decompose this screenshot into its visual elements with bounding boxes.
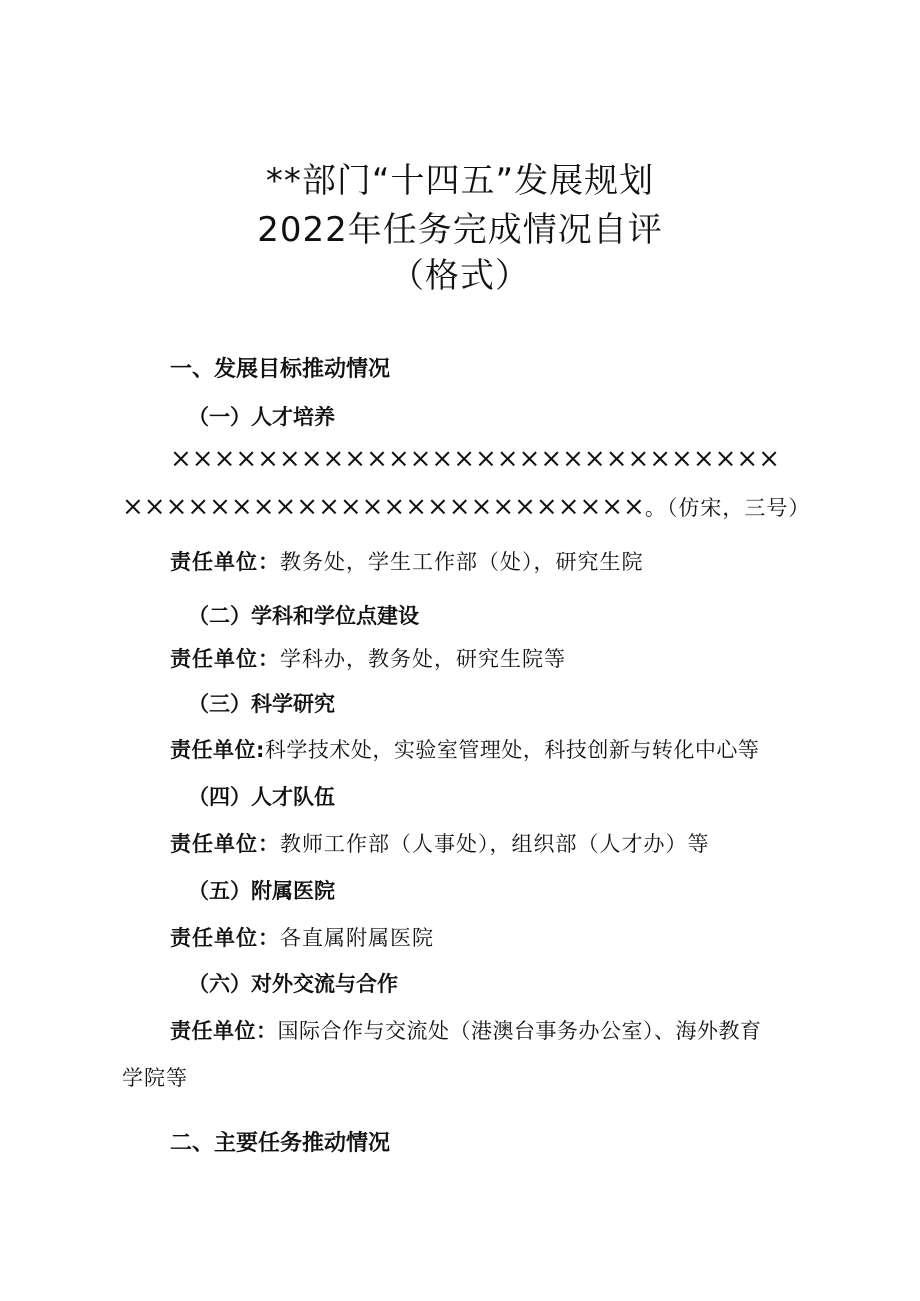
responsible-value: 各直属附属医院	[280, 926, 434, 950]
responsible-label: 责任单位:	[170, 738, 265, 762]
format-note: 。（仿宋，三号）	[644, 496, 811, 520]
responsible-value: 教师工作部（人事处），组织部（人才办）等	[280, 832, 710, 856]
responsible-units-5	[170, 922, 434, 952]
placeholder-text-line-2	[122, 492, 810, 522]
doc-title-line-1: **部门“十四五”发展规划	[265, 161, 655, 201]
doc-title-line-2: 2022年任务完成情况自评	[257, 210, 663, 250]
placeholder-text-line-1: ××××××××××××××××××××××××××××	[170, 444, 780, 474]
responsible-value: 国际合作与交流处（港澳台事务办公室）、海外教育	[277, 1019, 762, 1043]
responsible-label: 责任单位：	[170, 926, 280, 950]
responsible-value: 科学技术处，实验室管理处，科技创新与转化中心等	[264, 738, 760, 762]
responsible-value: 教务处，学生工作部（处），研究生院	[280, 550, 644, 574]
subsection-2-heading: （二）学科和学位点建设	[188, 604, 419, 628]
responsible-units-4	[170, 828, 710, 858]
responsible-label: 责任单位：	[170, 1019, 278, 1043]
section-2-heading: 二、主要任务推动情况	[170, 1131, 391, 1156]
subsection-1-heading: （一）人才培养	[188, 405, 335, 429]
responsible-units-2	[170, 643, 566, 673]
subsection-6-heading: （六）对外交流与合作	[188, 972, 398, 996]
responsible-value: 学科办，教务处，研究生院等	[280, 647, 566, 671]
section-1-heading: 一、发展目标推动情况	[170, 357, 391, 382]
responsible-units-1	[170, 546, 644, 576]
placeholder-crosses: ××××××××××××××××××××××××	[122, 492, 645, 522]
responsible-units-3	[170, 734, 759, 764]
responsible-label: 责任单位：	[170, 832, 280, 856]
responsible-label: 责任单位：	[170, 550, 280, 574]
responsible-label: 责任单位：	[170, 647, 280, 671]
responsible-units-6	[170, 1015, 762, 1045]
subsection-5-heading: （五）附属医院	[188, 879, 335, 903]
doc-title-line-3: （格式）	[390, 256, 530, 296]
subsection-4-heading: （四）人才队伍	[188, 785, 335, 809]
responsible-units-6-continued: 学院等	[122, 1066, 188, 1090]
subsection-3-heading: （三）科学研究	[188, 692, 335, 716]
